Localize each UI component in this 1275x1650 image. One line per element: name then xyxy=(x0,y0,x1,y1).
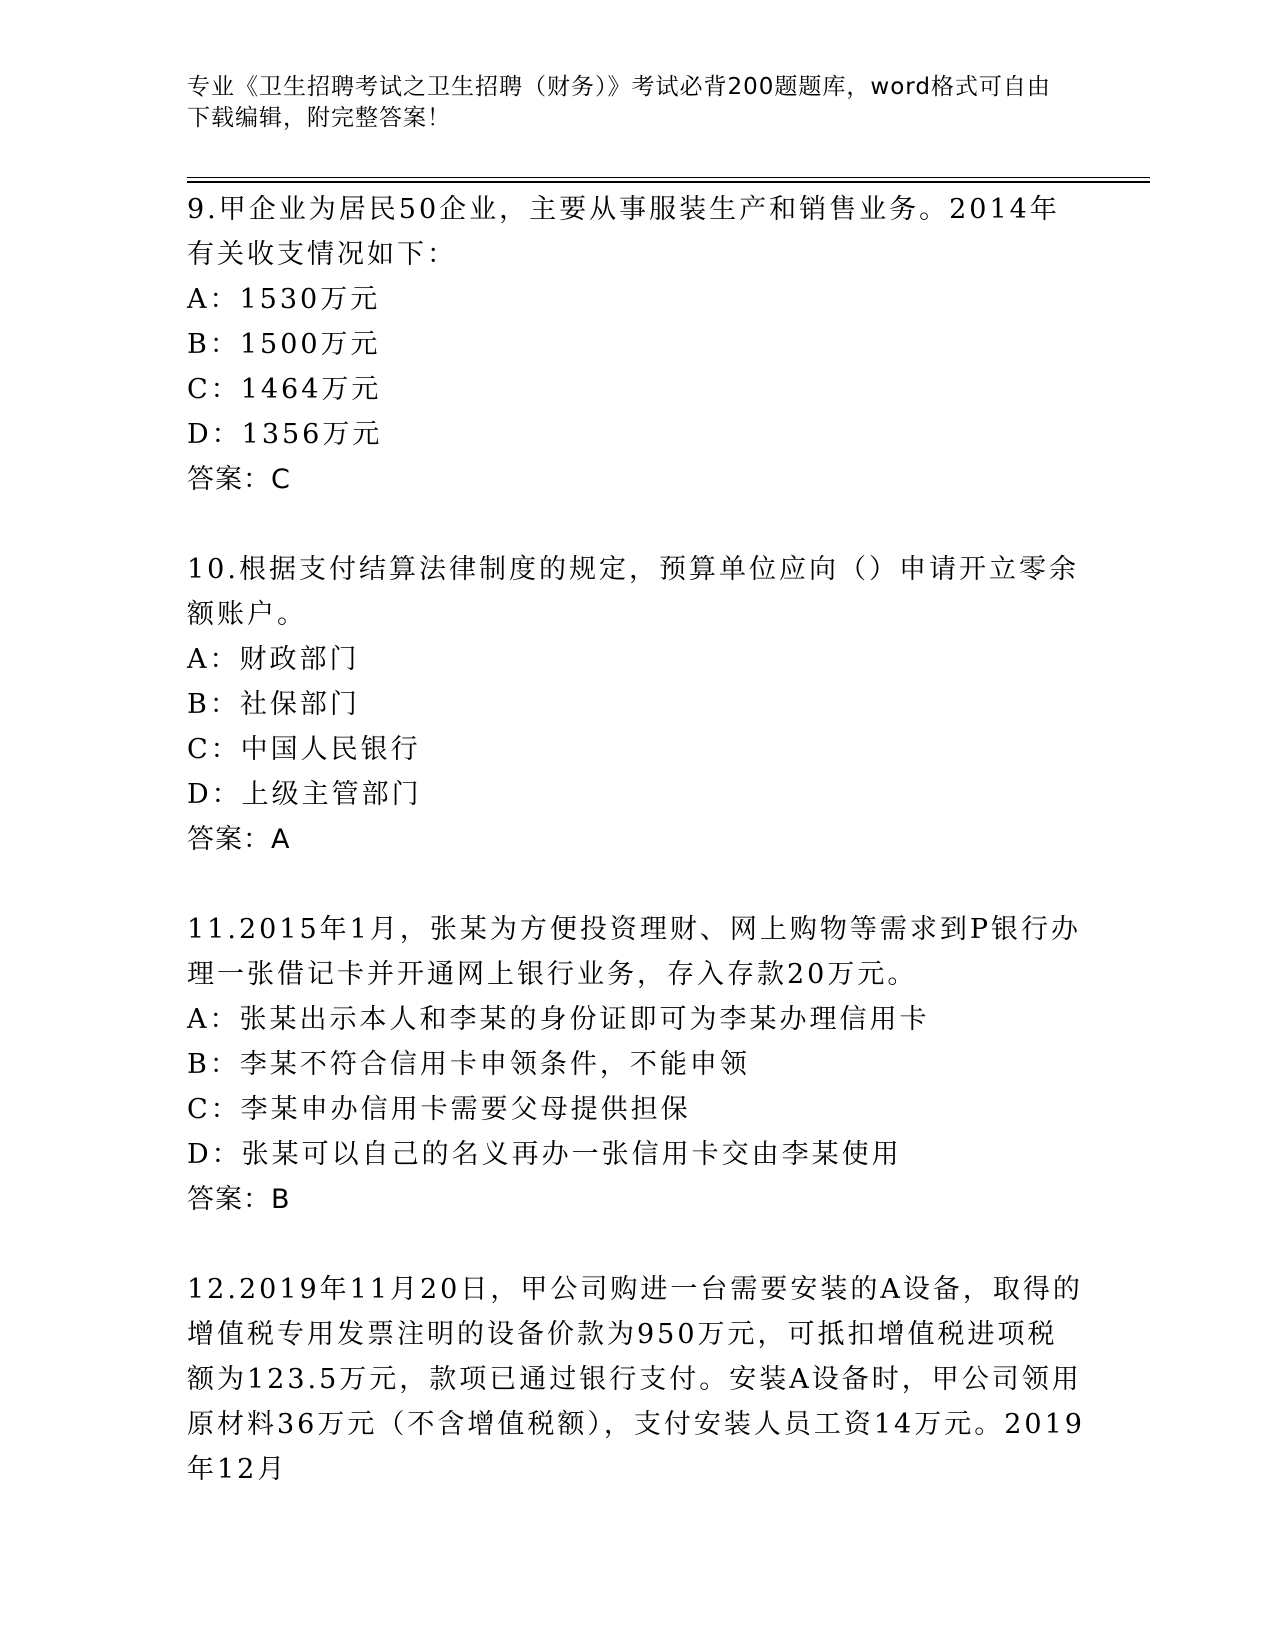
question-stem: 11.2015年1月，张某为方便投资理财、网上购物等需求到P银行办理一张借记卡并开通网上银行业务，存入存款20万元。 xyxy=(187,914,1081,990)
option-d: D：上级主管部门 xyxy=(187,779,422,810)
question-stem: 10.根据支付结算法律制度的规定，预算单位应向（）申请开立零余额账户。 xyxy=(187,554,1079,630)
question-11 xyxy=(187,907,1087,1223)
question-12 xyxy=(187,1267,1087,1492)
option-b: B：1500万元 xyxy=(187,329,381,360)
option-c: C：中国人民银行 xyxy=(187,734,421,765)
answer-line: 答案：C xyxy=(187,464,291,495)
option-a: A：1530万元 xyxy=(187,284,381,315)
question-9 xyxy=(187,187,1087,503)
question-10 xyxy=(187,547,1087,863)
option-d: D：张某可以自己的名义再办一张信用卡交由李某使用 xyxy=(187,1139,902,1170)
question-stem: 9.甲企业为居民50企业，主要从事服装生产和销售业务。2014年有关收支情况如下： xyxy=(187,194,1060,270)
header-divider-thick xyxy=(187,181,1150,183)
option-d: D：1356万元 xyxy=(187,419,383,450)
answer-line: 答案：B xyxy=(187,1184,291,1215)
option-c: C：1464万元 xyxy=(187,374,382,405)
question-stem: 12.2019年11月20日，甲公司购进一台需要安装的A设备，取得的增值税专用发票注明的设备价款为950万元，可抵扣增值税进项税额为123.5万元，款项已通过银行支付。安装A设备时，甲公司领用原材料36万元（不含增值税额），支付安装人员工资14万元。2019年12月 xyxy=(187,1274,1085,1485)
answer-line: 答案：A xyxy=(187,824,291,855)
option-a: A：财政部门 xyxy=(187,644,360,675)
option-b: B：社保部门 xyxy=(187,689,360,720)
question-list xyxy=(187,187,1087,1536)
document-header: 专业《卫生招聘考试之卫生招聘（财务）》考试必背200题题库，word格式可自由下载编辑，附完整答案！ xyxy=(187,74,1051,131)
option-b: B：李某不符合信用卡申领条件，不能申领 xyxy=(187,1049,750,1080)
header-divider-thin xyxy=(187,177,1150,178)
option-c: C：李某申办信用卡需要父母提供担保 xyxy=(187,1094,691,1125)
option-a: A：张某出示本人和李某的身份证即可为李某办理信用卡 xyxy=(187,1004,930,1035)
